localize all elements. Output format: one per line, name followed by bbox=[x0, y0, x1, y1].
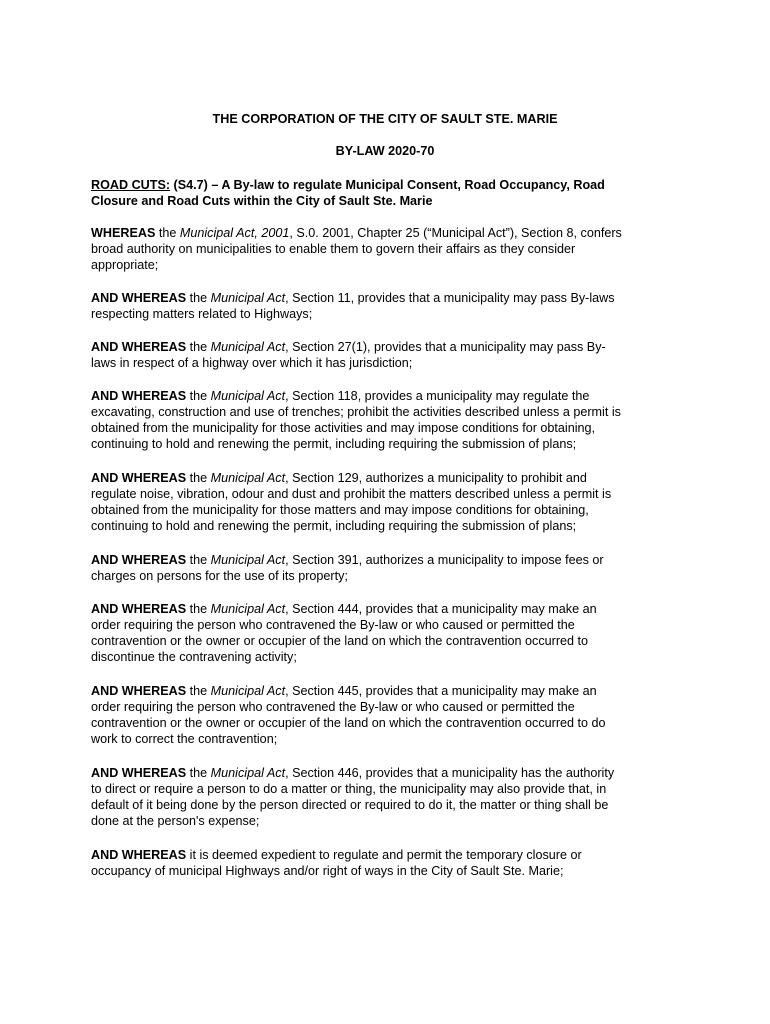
paragraph-line: order requiring the person who contravened the By-law or who caused or permitted the bbox=[91, 618, 575, 632]
paragraph-line bbox=[91, 225, 691, 241]
paragraph-lead: AND WHEREAS bbox=[91, 471, 187, 485]
paragraph-line: done at the person's expense; bbox=[91, 814, 260, 828]
paragraph-text: the bbox=[189, 553, 211, 567]
whereas-paragraph bbox=[91, 470, 691, 534]
act-name: Municipal Act bbox=[210, 602, 286, 616]
whereas-paragraph bbox=[91, 388, 691, 452]
paragraph-text: the bbox=[189, 389, 211, 403]
paragraph-line: excavating, construction and use of trenches; prohibit the activities described unless a permit is bbox=[91, 405, 621, 419]
paragraph-line: continuing to hold and renewing the permit, including requiring the submission of plans; bbox=[91, 437, 577, 451]
paragraph-text: , Section 27(1), provides that a municipality may pass By- bbox=[285, 340, 606, 354]
act-name: Municipal Act bbox=[210, 389, 286, 403]
paragraph-line bbox=[91, 765, 691, 781]
subject-label: ROAD CUTS: bbox=[91, 178, 171, 192]
paragraph-text: the bbox=[189, 471, 211, 485]
paragraph-line: default of it being done by the person directed or required to do it, the matter or thing shall be bbox=[91, 798, 609, 812]
paragraph-line bbox=[91, 470, 691, 486]
paragraph-line: respecting matters related to Highways; bbox=[91, 307, 313, 321]
paragraph-line bbox=[91, 339, 691, 355]
paragraph-text: the bbox=[189, 602, 211, 616]
paragraph-lead: AND WHEREAS bbox=[91, 848, 187, 862]
paragraph-line: appropriate; bbox=[91, 258, 159, 272]
paragraph-line: work to correct the contravention; bbox=[91, 732, 278, 746]
paragraph-lead: AND WHEREAS bbox=[91, 602, 187, 616]
paragraph-text: it is deemed expedient to regulate and permit the temporary closure or bbox=[189, 848, 582, 862]
paragraph-line: occupancy of municipal Highways and/or right of ways in the City of Sault Ste. Marie; bbox=[91, 864, 564, 878]
subject-line-2: Closure and Road Cuts within the City of Sault Ste. Marie bbox=[91, 194, 433, 208]
paragraph-line: obtained from the municipality for those activities and may impose conditions for obtaining, bbox=[91, 421, 596, 435]
paragraph-text: , Section 391, authorizes a municipality to impose fees or bbox=[285, 553, 604, 567]
subject-line-1 bbox=[91, 177, 691, 193]
paragraph-lead: AND WHEREAS bbox=[91, 340, 187, 354]
whereas-paragraph bbox=[91, 601, 691, 665]
paragraph-line: obtained from the municipality for those matters and may impose conditions for obtaining, bbox=[91, 503, 589, 517]
paragraph-lead: AND WHEREAS bbox=[91, 766, 187, 780]
paragraph-lead: AND WHEREAS bbox=[91, 553, 187, 567]
paragraph-line: regulate noise, vibration, odour and dust and prohibit the matters described unless a permit is bbox=[91, 487, 612, 501]
bylaw-subject bbox=[91, 177, 691, 209]
paragraph-line: charges on persons for the use of its property; bbox=[91, 569, 348, 583]
paragraph-text: the bbox=[189, 766, 211, 780]
paragraph-line: to direct or require a person to do a matter or thing, the municipality may also provide that, in bbox=[91, 782, 607, 796]
subject-text-1: (S4.7) – A By-law to regulate Municipal Consent, Road Occupancy, Road bbox=[170, 178, 605, 192]
paragraph-lead: AND WHEREAS bbox=[91, 684, 187, 698]
corporation-title: THE CORPORATION OF THE CITY OF SAULT STE. MARIE bbox=[212, 112, 558, 126]
paragraph-line bbox=[91, 683, 691, 699]
paragraph-line bbox=[91, 847, 691, 863]
whereas-paragraph bbox=[91, 552, 691, 584]
paragraph-text: , Section 445, provides that a municipality may make an bbox=[285, 684, 597, 698]
paragraph-lead: AND WHEREAS bbox=[91, 389, 187, 403]
paragraph-text: , Section 444, provides that a municipality may make an bbox=[285, 602, 597, 616]
whereas-paragraph bbox=[91, 225, 691, 273]
paragraph-line bbox=[91, 601, 691, 617]
paragraph-line: broad authority on municipalities to enable them to govern their affairs as they consider bbox=[91, 242, 576, 256]
paragraph-text: , S.0. 2001, Chapter 25 (“Municipal Act”), Section 8, confers bbox=[289, 226, 622, 240]
act-name: Municipal Act bbox=[210, 684, 286, 698]
act-name: Municipal Act bbox=[210, 340, 286, 354]
paragraph-line: contravention or the owner or occupier of the land on which the contravention occurred to bbox=[91, 634, 589, 648]
whereas-paragraph bbox=[91, 683, 691, 747]
whereas-paragraph bbox=[91, 847, 691, 879]
paragraph-text: , Section 118, provides a municipality may regulate the bbox=[285, 389, 590, 403]
whereas-paragraph bbox=[91, 339, 691, 371]
whereas-paragraph bbox=[91, 765, 691, 829]
paragraph-text: , Section 11, provides that a municipality may pass By-laws bbox=[285, 291, 615, 305]
act-name: Municipal Act, 2001 bbox=[179, 226, 290, 240]
paragraph-text: , Section 446, provides that a municipality has the authority bbox=[285, 766, 615, 780]
paragraph-line: contravention or the owner or occupier of the land on which the contravention occurred to do bbox=[91, 716, 606, 730]
act-name: Municipal Act bbox=[210, 291, 286, 305]
paragraph-line: discontinue the contravening activity; bbox=[91, 650, 297, 664]
paragraph-lead: AND WHEREAS bbox=[91, 291, 187, 305]
act-name: Municipal Act bbox=[210, 553, 286, 567]
paragraph-line: continuing to hold and renewing the permit, including requiring the submission of plans; bbox=[91, 519, 577, 533]
paragraph-text: the bbox=[189, 684, 211, 698]
paragraph-line bbox=[91, 388, 691, 404]
bylaw-number: BY-LAW 2020-70 bbox=[335, 144, 435, 158]
paragraph-text: the bbox=[158, 226, 180, 240]
paragraph-line bbox=[91, 552, 691, 568]
paragraph-line bbox=[91, 290, 691, 306]
paragraph-text: the bbox=[189, 340, 211, 354]
act-name: Municipal Act bbox=[210, 471, 286, 485]
paragraph-lead: WHEREAS bbox=[91, 226, 156, 240]
paragraph-text: the bbox=[189, 291, 211, 305]
paragraph-line: laws in respect of a highway over which it has jurisdiction; bbox=[91, 356, 413, 370]
paragraph-line: order requiring the person who contravened the By-law or who caused or permitted the bbox=[91, 700, 575, 714]
act-name: Municipal Act bbox=[210, 766, 286, 780]
paragraph-text: , Section 129, authorizes a municipality to prohibit and bbox=[285, 471, 587, 485]
whereas-paragraph bbox=[91, 290, 691, 322]
